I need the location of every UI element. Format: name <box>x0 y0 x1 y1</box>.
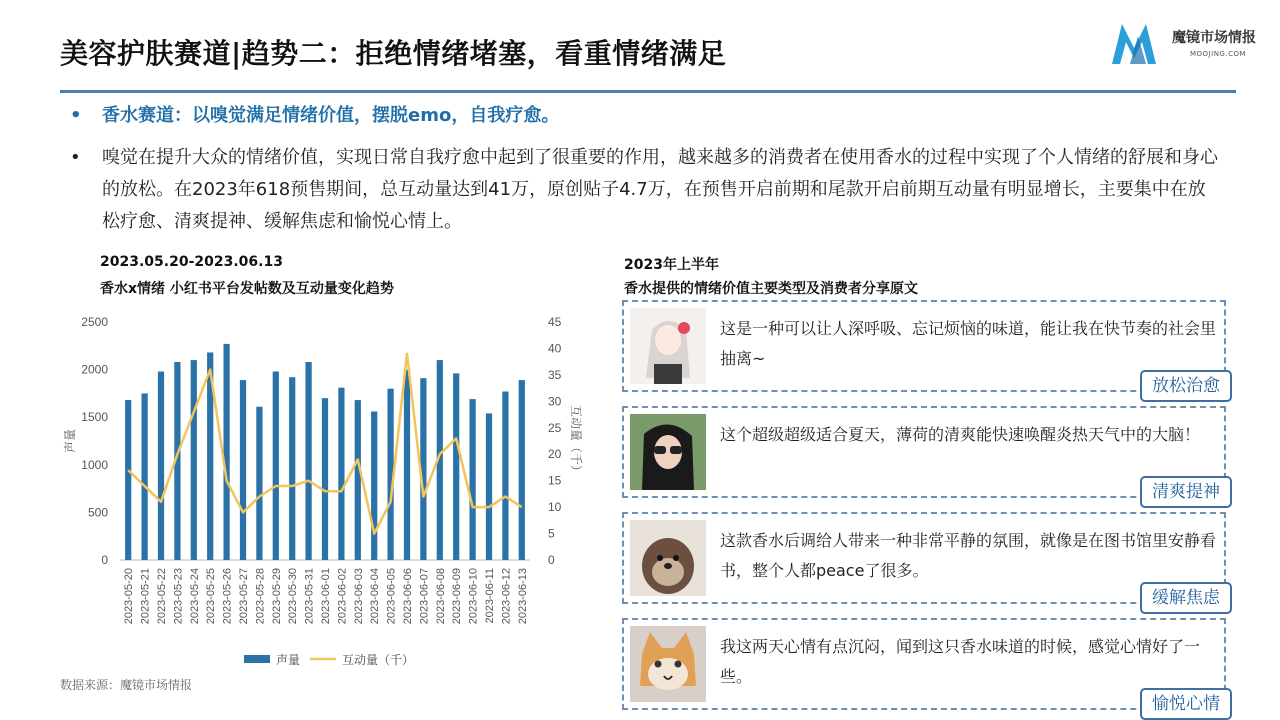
anime-girl-avatar-icon <box>630 308 706 384</box>
x-tick-label: 2023-06-03 <box>352 568 365 625</box>
x-tick-label: 2023-05-29 <box>270 568 283 625</box>
y2-tick-label: 5 <box>548 526 555 541</box>
y-tick-label: 2500 <box>81 315 108 329</box>
logo-name: 魔镜市场情报 <box>1172 30 1256 46</box>
y2-tick-label: 15 <box>548 473 562 488</box>
bullet-dot: • <box>70 147 81 168</box>
x-tick-label: 2023-05-27 <box>238 568 250 625</box>
bar-2023-05-27 <box>240 380 246 560</box>
x-tick-label: 2023-06-06 <box>402 568 414 625</box>
y-tick-label: 500 <box>87 505 108 520</box>
bar-2023-06-11 <box>486 413 492 560</box>
emotion-caption: 香水提供的情绪价值主要类型及消费者分享原文 <box>624 281 918 297</box>
bar-2023-06-01 <box>322 398 328 560</box>
x-tick-label: 2023-06-12 <box>500 568 513 625</box>
legend-bar-swatch <box>244 655 270 663</box>
y2-tick-label: 35 <box>548 367 562 382</box>
bar-2023-05-24 <box>191 360 197 560</box>
header-divider <box>60 90 1236 93</box>
emotion-tag: 清爽提神 <box>1140 476 1232 508</box>
bar-2023-06-10 <box>469 399 475 560</box>
bullet-body-text: 嗅觉在提升大众的情绪价值，实现日常自我疗愈中起到了很重要的作用，越来越多的消费者在使用香水的过程中实现了个人情绪的舒展和身心的放松。在2023年618预售期间，总互动量达到41万，原创贴子4.7万，在预售开启前期和尾款开启前期互动量有明显增长，主要集中在放松疗愈、清爽提神、缓解焦虑和愉悦心情上。 <box>102 147 1218 232</box>
bar-2023-05-26 <box>223 344 229 560</box>
bar-2023-05-22 <box>158 372 164 560</box>
x-tick-label: 2023-05-31 <box>303 568 316 625</box>
chart-caption: 香水x情绪 小红书平台发帖数及互动量变化趋势 <box>100 281 394 297</box>
emotion-quote: 这款香水后调给人带来一种非常平静的氛围，就像是在图书馆里安静看书，整个人都peace了很多。 <box>720 531 1217 580</box>
emotion-card-refresh <box>622 406 1226 502</box>
emotion-card-happy <box>622 618 1226 714</box>
bar-2023-06-03 <box>355 400 361 560</box>
x-tick-label: 2023-05-25 <box>205 568 218 625</box>
y-tick-label: 2000 <box>81 362 108 377</box>
y-tick-label: 1000 <box>81 457 108 472</box>
x-tick-label: 2023-05-28 <box>254 568 267 625</box>
y2-axis-label: 互动量（千） <box>569 404 583 478</box>
y-tick-label: 0 <box>101 553 108 567</box>
bar-2023-06-02 <box>338 388 344 560</box>
woman-sunglasses-avatar-icon <box>630 414 706 490</box>
x-tick-label: 2023-05-23 <box>172 568 185 625</box>
logo-domain: MOOJING.COM <box>1190 50 1247 58</box>
x-tick-label: 2023-06-13 <box>516 568 529 625</box>
x-tick-label: 2023-05-21 <box>139 568 152 625</box>
bar-2023-06-06 <box>404 370 410 560</box>
bullet-highlight <box>60 100 559 132</box>
bar-2023-05-28 <box>256 407 262 560</box>
y2-tick-label: 25 <box>548 420 562 435</box>
x-tick-label: 2023-06-04 <box>369 568 382 625</box>
emotion-quote: 我这两天心情有点沉闷，闻到这只香水味道的时候，感觉心情好了一些。 <box>720 637 1201 686</box>
x-tick-label: 2023-05-26 <box>221 568 234 625</box>
otter-avatar-icon <box>630 520 706 596</box>
legend-line-label: 互动量（千） <box>342 653 415 667</box>
bar-2023-06-13 <box>519 380 525 560</box>
emotion-card-relax <box>622 300 1226 396</box>
emotion-tag: 放松治愈 <box>1140 370 1232 402</box>
emotion-period: 2023年上半年 <box>624 257 719 273</box>
data-source: 数据来源：魔镜市场情报 <box>60 678 193 692</box>
emotion-tag: 愉悦心情 <box>1140 688 1232 720</box>
bullet-highlight-text: 香水赛道：以嗅觉满足情绪价值，摆脱emo，自我疗愈。 <box>102 105 560 126</box>
y2-tick-label: 20 <box>548 447 562 462</box>
x-tick-label: 2023-06-11 <box>484 568 496 624</box>
x-tick-label: 2023-05-24 <box>188 568 201 625</box>
x-tick-label: 2023-06-10 <box>467 568 480 625</box>
y2-tick-label: 45 <box>548 315 562 329</box>
x-tick-label: 2023-06-09 <box>451 568 464 625</box>
bullet-body <box>60 142 1220 238</box>
x-tick-label: 2023-05-22 <box>156 568 168 625</box>
emotion-quote: 这是一种可以让人深呼吸、忘记烦恼的味道，能让我在快节奏的社会里抽离~ <box>720 319 1217 368</box>
y-tick-label: 1500 <box>81 410 108 425</box>
x-tick-label: 2023-06-08 <box>434 568 447 625</box>
x-tick-label: 2023-06-02 <box>336 568 349 625</box>
bullet-dot: • <box>70 105 82 126</box>
cat-avatar-icon <box>630 626 706 702</box>
y2-tick-label: 10 <box>548 500 562 515</box>
y-axis-label: 声量 <box>63 428 77 454</box>
trend-chart <box>60 308 583 678</box>
x-tick-label: 2023-05-30 <box>287 568 300 625</box>
bar-2023-06-09 <box>453 373 459 560</box>
y2-tick-label: 40 <box>548 341 562 356</box>
chart-date-range: 2023.05.20-2023.06.13 <box>100 254 283 270</box>
emotion-card-calm <box>622 512 1226 608</box>
bar-2023-05-20 <box>125 400 131 560</box>
x-tick-label: 2023-06-05 <box>385 568 398 625</box>
bar-2023-05-30 <box>289 377 295 560</box>
bar-2023-05-29 <box>273 372 279 560</box>
bar-2023-06-04 <box>371 411 377 560</box>
bar-2023-05-21 <box>141 393 147 560</box>
x-tick-label: 2023-06-01 <box>320 568 332 625</box>
bar-2023-06-12 <box>502 391 508 560</box>
page-title: 美容护肤赛道|趋势二：拒绝情绪堵塞，看重情绪满足 <box>60 37 727 70</box>
emotion-quote: 这个超级超级适合夏天，薄荷的清爽能快速唤醒炎热天气中的大脑！ <box>720 425 1201 444</box>
x-tick-label: 2023-06-07 <box>418 568 431 625</box>
legend-bar-label: 声量 <box>276 653 301 667</box>
y2-tick-label: 0 <box>548 553 555 567</box>
emotion-tag: 缓解焦虑 <box>1140 582 1232 614</box>
bar-2023-05-31 <box>305 362 311 560</box>
x-tick-label: 2023-05-20 <box>123 568 136 625</box>
y2-tick-label: 30 <box>548 394 562 409</box>
